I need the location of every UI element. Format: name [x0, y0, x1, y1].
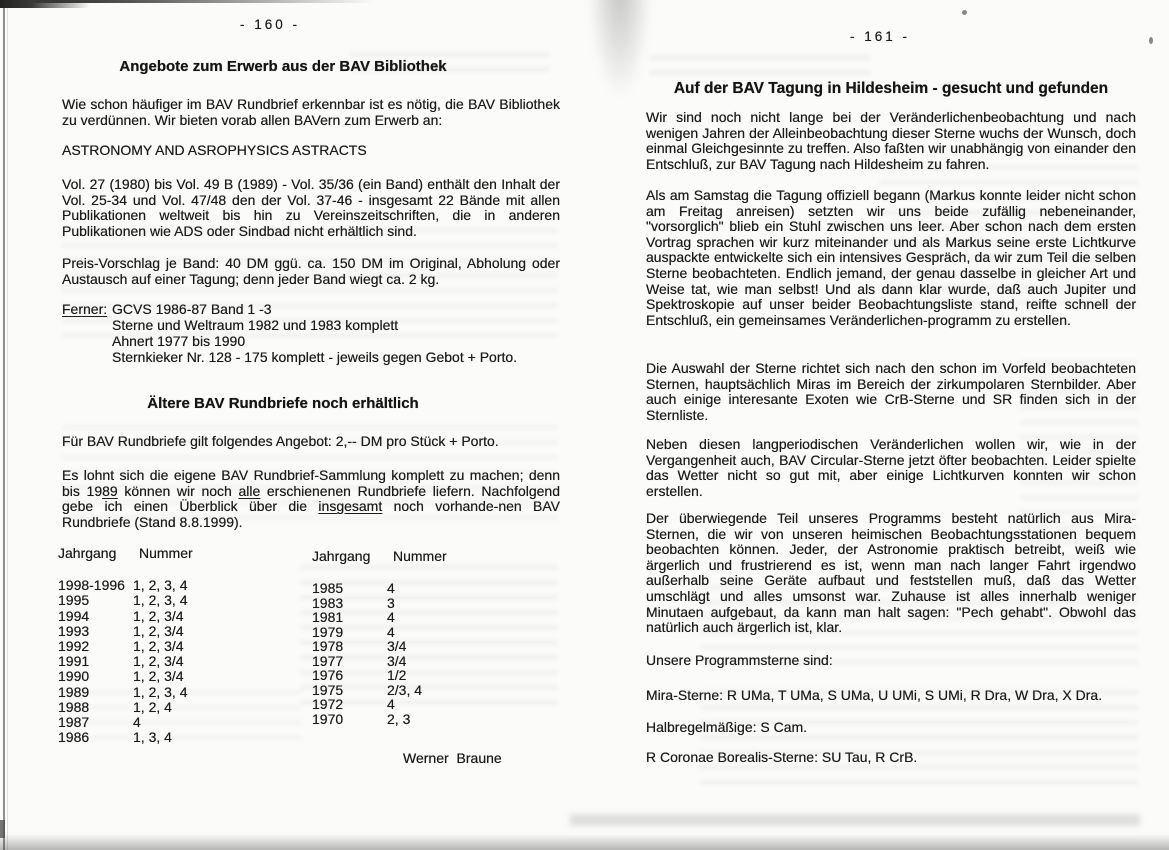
table-row	[58, 609, 303, 624]
left-volumes-paragraph: Vol. 27 (1980) bis Vol. 49 B (1989) - Vol. 35/36 (ein Band) enthält den Inhalt der Vol. 25-34 und Vol. 47/48 den der Vol. 37-46 - insgesamt 22 Bände mit allen Publikationen weltweit bis hin zu Vereinszeitschriften, die in anderen Publikationen wie ADS oder Sindbad nicht erhältlich sind.	[62, 176, 560, 239]
right-page-number: - 161 -	[849, 29, 911, 44]
scan-bottom-shadow	[0, 834, 1169, 850]
table-row	[58, 669, 303, 684]
ferner-item: Sterne und Weltraum 1982 und 1983 komplett	[112, 316, 399, 333]
table-row	[312, 639, 557, 654]
table-cell-jahrgang: 1976	[312, 667, 344, 684]
table-cell-jahrgang: 1990	[58, 668, 90, 685]
table-header-nummer: Nummer	[139, 545, 193, 561]
table-cell-nummer: 1, 2, 4	[133, 698, 172, 715]
table-row	[312, 625, 557, 640]
scan-smudge	[570, 814, 1140, 826]
table-cell-jahrgang: 1995	[58, 592, 90, 609]
overview-underlined: insgesamt	[318, 498, 383, 515]
table-cell-nummer: 3	[387, 594, 395, 611]
table-row	[58, 700, 303, 715]
overview-text: Es lohnt sich die eigene BAV Rundbrief-Sammlung komplett zu machen; denn bis 19	[62, 467, 560, 499]
author-signature: Werner Braune	[403, 750, 502, 766]
table-cell-nummer: 4	[133, 714, 141, 731]
table-cell-jahrgang: 1994	[58, 607, 90, 624]
table-row	[312, 596, 557, 611]
right-paragraph-5: Der überwiegende Teil unseres Programms besteht natürlich aus Mira-Sternen, die wir von unseren heimischen Beobachtungsstationen bequem beobachten können. Jeder, der Astronomie praktisch betreibt, weiß wie ärgerlich und frustrierend es ist, wenn man nach langer Fahrt irgendwo außerhalb seine Geräte aufbaut und feststellen muß, daß das Wetter umschlägt und alles umsonst war. Zuhause ist alles innerhalb weniger Minutaen aufgebaut, da kann man halt sagen: "Pech gehabt". Obwohl das natürlich auch ärgerlich ist, klar.	[646, 510, 1136, 636]
table-cell-jahrgang: 1975	[312, 681, 344, 698]
table-header-jahrgang: Jahrgang	[58, 545, 117, 561]
scan-edge-line	[7, 0, 8, 850]
right-paragraph-3: Die Auswahl der Sterne richtet sich nach den schon im Vorfeld beobachteten Sternen, hauptsächlich Miras im Bereich der zirkumpolaren Sternbilder. Aber auch einige interesante Exoten wie CrB-Sterne und SR finden sich in der Sternliste.	[646, 360, 1136, 423]
table-cell-jahrgang: 1981	[312, 609, 344, 626]
left-section2-heading: Ältere BAV Rundbriefe noch erhältlich	[147, 395, 419, 412]
table-cell-nummer: 1, 2, 3/4	[133, 622, 184, 639]
program-line-semiregular: Halbregelmäßige: S Cam.	[646, 719, 808, 735]
table-cell-nummer: 4	[387, 609, 395, 626]
left-intro-paragraph: Wie schon häufiger im BAV Rundbrief erkennbar ist es nötig, die BAV Bibliothek zu verdünnen. Wir bieten vorab allen BAVern zum Erwerb an:	[62, 96, 560, 128]
left-section1-heading: Angebote zum Erwerb aus der BAV Bibliothek	[119, 58, 447, 75]
page-gutter-shadow	[588, 0, 652, 100]
table-header-jahrgang: Jahrgang	[312, 548, 371, 564]
left-price-paragraph: Preis-Vorschlag je Band: 40 DM ggü. ca. 150 DM im Original, Abholung oder Austausch auf einer Tagung; denn jeder Band wiegt ca. 2 kg.	[62, 255, 560, 287]
scan-corner-mark	[0, 820, 5, 838]
table-row	[58, 685, 303, 700]
table-cell-nummer: 3/4	[387, 638, 407, 655]
table-cell-jahrgang: 1978	[312, 638, 344, 655]
left-offer-paragraph: Für BAV Rundbriefe gilt folgendes Angebot: 2,-- DM pro Stück + Porto.	[62, 433, 499, 449]
table-row	[312, 581, 557, 596]
table-cell-jahrgang: 1979	[312, 623, 344, 640]
ferner-list	[62, 302, 560, 366]
scan-edge-line	[3, 0, 5, 850]
scan-speck	[962, 10, 967, 15]
ferner-item: Sternkieker Nr. 128 - 175 komplett - jeweils gegen Gebot + Porto.	[112, 348, 518, 365]
left-overview-paragraph	[62, 468, 560, 530]
bleed-through-text	[700, 690, 1138, 790]
table-row	[312, 610, 557, 625]
table-row	[58, 624, 303, 639]
table-row	[312, 654, 557, 669]
ferner-label: Ferner:	[62, 301, 108, 317]
overview-underlined: alle	[238, 482, 261, 499]
table-row	[312, 697, 557, 712]
table-cell-jahrgang: 1972	[312, 696, 344, 713]
overview-text: erschienenen Rundbriefe liefern. Nachfolgend gebe ich einen Überblick über die	[62, 482, 561, 515]
right-heading: Auf der BAV Tagung in Hildesheim - gesucht und gefunden	[673, 80, 1109, 97]
table-row	[58, 578, 303, 593]
table-header-nummer: Nummer	[393, 548, 447, 564]
table-header	[312, 549, 557, 564]
program-stars-intro: Unsere Programmsterne sind:	[646, 652, 833, 668]
table-cell-jahrgang: 1987	[58, 714, 90, 731]
ferner-item: GCVS 1986-87 Band 1 -3	[112, 301, 272, 317]
table-cell-nummer: 1, 2, 3, 4	[133, 683, 188, 700]
table-header	[58, 546, 303, 561]
table-row	[58, 639, 303, 654]
table-cell-nummer: 1, 2, 3, 4	[133, 592, 188, 609]
right-paragraph-2: Als am Samstag die Tagung offiziell begann (Markus konnte leider nicht schon am Freitag anreisen) setzten wir uns beide zufällig nebeneinander, "vorsorglich" blieb ein Stuhl zwischen uns leer. Aber schon nach dem ersten Vortrag sprachen wir kurz miteinander und als Markus seine erste Lichtkurve auspackte entwickelte sich ein intensives Gespräch, da wir zum Teil die selben Sterne beobachteten. Endlich jemand, der genau dasselbe in gleicher Art und Weise tat, wie man selbst! Und als dann klar wurde, daß auch Jupiter und Spektroskopie auf unser beider Beobachtungsliste stand, reifte schnell der Entschluß, ein gemeinsames Veränderlichen-programm zu erstellen.	[646, 187, 1136, 328]
table-cell-nummer: 4	[387, 623, 395, 640]
left-publication-title: ASTRONOMY AND ASROPHYSICS ASTRACTS	[62, 142, 367, 158]
table-cell-nummer: 1, 2, 3/4	[133, 607, 184, 624]
table-cell-nummer: 1, 2, 3/4	[133, 653, 184, 670]
table-cell-nummer: 2, 3	[387, 710, 411, 727]
ferner-item: Ahnert 1977 bis 1990	[112, 332, 246, 349]
overview-text: können wir noch	[117, 482, 239, 499]
table-cell-jahrgang: 1985	[312, 580, 344, 597]
scan-speck	[1149, 37, 1153, 44]
bleed-through-text	[650, 55, 870, 83]
table-row	[58, 730, 303, 745]
table-cell-nummer: 1, 3, 4	[133, 729, 172, 746]
table-cell-jahrgang: 1988	[58, 698, 90, 715]
program-line-mira: Mira-Sterne: R UMa, T UMa, S UMa, U UMi, S UMi, R Dra, W Dra, X Dra.	[646, 687, 1103, 703]
table-cell-jahrgang: 1970	[312, 710, 344, 727]
table-cell-nummer: 1, 2, 3/4	[133, 668, 184, 685]
table-cell-jahrgang: 1993	[58, 622, 90, 639]
table-cell-nummer: 3/4	[387, 652, 407, 669]
overview-text: noch vorhande-nen BAV Rundbriefe (Stand 8.8.1999).	[62, 498, 560, 530]
table-row	[312, 712, 557, 727]
right-paragraph-4: Neben diesen langperiodischen Veränderlichen wollen wir, wie in der Vergangenheit auch, BAV Circular-Sterne jetzt öfter beobachten. Leider spielte das Wetter nicht so gut mit, aber einige Lichtkurven konnten wir schon erstellen.	[646, 436, 1136, 499]
table-cell-jahrgang: 1986	[58, 729, 90, 746]
table-row	[312, 683, 557, 698]
program-line-rcrb: R Coronae Borealis-Sterne: SU Tau, R CrB.	[646, 749, 918, 765]
table-cell-nummer: 1/2	[387, 667, 407, 684]
rundbrief-table-column-2	[312, 549, 557, 726]
table-row	[58, 654, 303, 669]
table-row	[58, 715, 303, 730]
table-cell-jahrgang: 1989	[58, 683, 90, 700]
table-cell-nummer: 4	[387, 696, 395, 713]
left-page-number: - 160 -	[239, 17, 301, 32]
overview-underlined: 89	[102, 482, 118, 499]
table-row	[58, 593, 303, 608]
table-cell-jahrgang: 1977	[312, 652, 344, 669]
table-cell-jahrgang: 1991	[58, 653, 90, 670]
table-cell-nummer: 2/3, 4	[387, 681, 423, 698]
rundbrief-table-column-1	[58, 546, 303, 745]
scan-corner-mark	[0, 0, 90, 8]
table-cell-nummer: 4	[387, 580, 395, 597]
scan-speck	[432, 63, 436, 67]
table-cell-jahrgang: 1992	[58, 638, 90, 655]
table-cell-jahrgang: 1998-1996	[58, 577, 125, 594]
table-cell-nummer: 1, 2, 3, 4	[133, 577, 188, 594]
table-cell-jahrgang: 1983	[312, 594, 344, 611]
table-cell-nummer: 1, 2, 3/4	[133, 638, 184, 655]
right-paragraph-1: Wir sind noch nicht lange bei der Veränderlichenbeobachtung und nach wenigen Jahren der Alleinbeobachtung dieser Sterne wuchs der Wunsch, doch einmal Gleichgesinnte zu treffen. Also faßten wir unabhängig von einander den Entschluß, zur BAV Tagung nach Hildesheim zu fahren.	[646, 109, 1136, 172]
table-row	[312, 668, 557, 683]
